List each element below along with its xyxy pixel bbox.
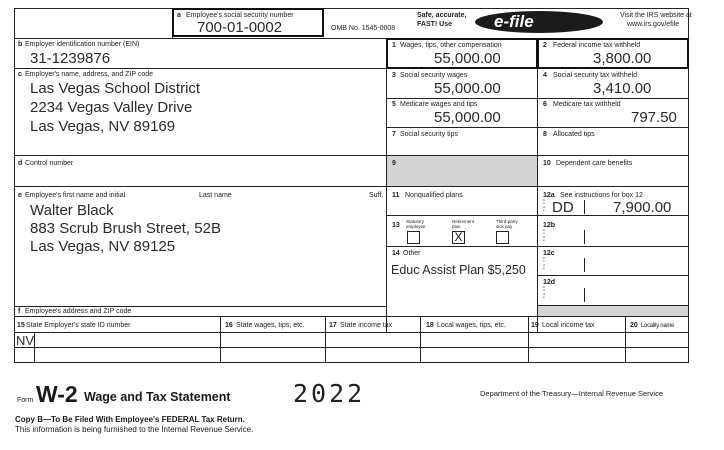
state-row-mid-line: [14, 347, 689, 348]
box-7-num: 7: [392, 131, 396, 138]
right-col-divider: [537, 38, 538, 332]
box-e-letter: e: [18, 192, 22, 199]
box-15-label: State Employer's state ID number: [26, 322, 131, 329]
box-10-num: 10: [543, 160, 551, 167]
ein-value: 31-1239876: [30, 50, 111, 67]
box-2-label: Federal income tax withheld: [553, 42, 641, 49]
code-vertical-12b: C o d e: [543, 228, 546, 243]
box-5-label: Medicare wages and tips: [400, 101, 478, 108]
statutory-label: Statutory employee: [406, 219, 426, 229]
form-word: Form: [17, 397, 34, 404]
box-14-label: Other: [403, 250, 421, 257]
row13-bottom: [386, 246, 537, 247]
box-12a-label: See instructions for box 12: [560, 192, 643, 199]
box-12c-num: 12c: [543, 250, 555, 257]
box-e-suff-label: Suff.: [369, 192, 384, 199]
box-12c-separator: [584, 258, 585, 272]
box-12b-separator: [584, 230, 585, 244]
box-12b-num: 12b: [543, 222, 556, 229]
box-9-shaded: [387, 156, 537, 186]
box-18-num: 18: [426, 322, 434, 329]
box-12d-separator: [584, 288, 585, 302]
box-3-label: Social security wages: [400, 72, 468, 79]
box-5-num: 5: [392, 101, 396, 108]
state-id-divider: [34, 332, 35, 363]
medicare-wages-value: 55,000.00: [434, 109, 501, 126]
medicare-tax-value: 797.50: [631, 109, 677, 126]
ssn-value: 700-01-0002: [197, 19, 283, 36]
box-11-label: Nonqualified plans: [405, 192, 463, 199]
employer-street: 2234 Vegas Valley Drive: [30, 99, 193, 116]
box-11-num: 11: [392, 192, 400, 199]
retirement-checkbox[interactable]: X: [452, 231, 465, 244]
box-12a-amount: 7,900.00: [613, 199, 672, 216]
box-c-label: Employer's name, address, and ZIP code: [25, 71, 154, 78]
box-1-num: 1: [392, 42, 396, 49]
box-e-label: Employee's first name and initial: [25, 192, 126, 199]
box-17-label: State income tax: [340, 322, 393, 329]
wages-value: 55,000.00: [434, 50, 501, 67]
federal-tax-value: 3,800.00: [593, 50, 652, 67]
box-19-label: Local income tax: [542, 322, 595, 329]
safe-line-1: Safe, accurate,: [417, 12, 467, 19]
box-3-num: 3: [392, 72, 396, 79]
form-bottom-line: [14, 362, 689, 363]
box-7-label: Social security tips: [400, 131, 458, 138]
code-vertical-12a: C o d e: [543, 198, 546, 213]
state-div-18: [420, 316, 421, 363]
box-6-num: 6: [543, 101, 547, 108]
box-e-last-label: Last name: [199, 192, 232, 199]
box-14-num: 14: [392, 250, 400, 257]
row5-bottom: [386, 127, 689, 128]
thirdparty-label: Third-party sick pay: [496, 219, 518, 229]
box-12-shaded-bottom: [538, 306, 688, 316]
box-2-num: 2: [543, 42, 547, 49]
form-code: W-2: [36, 381, 78, 407]
box-d-label: Control number: [25, 160, 74, 167]
omb-number: OMB No. 1545-0008: [331, 25, 396, 32]
box-15-num: 15: [17, 322, 25, 329]
box-d-letter: d: [18, 160, 23, 167]
box-1-label: Wages, tips, other compensation: [400, 42, 502, 49]
state-div-16: [220, 316, 221, 363]
box-17-num: 17: [329, 322, 337, 329]
box-6-label: Medicare tax withheld: [553, 101, 621, 108]
thirdparty-checkbox[interactable]: [496, 231, 509, 244]
efile-logo-graphic: [472, 10, 606, 34]
box-f-bottom-line: [14, 316, 689, 317]
box-8-label: Allocated tips: [553, 131, 595, 138]
f-label-line: [14, 306, 386, 307]
box-20-label: Locality name: [641, 323, 675, 329]
statutory-checkbox[interactable]: [407, 231, 420, 244]
form-title: Wage and Tax Statement: [84, 390, 231, 404]
box-f-letter: f: [18, 308, 21, 315]
box-18-label: Local wages, tips, etc.: [437, 322, 506, 329]
box-14-value: Educ Assist Plan $5,250: [391, 263, 526, 277]
retirement-label: Retirement plan: [452, 219, 475, 229]
efile-logo: [472, 10, 606, 34]
box-c-letter: c: [18, 71, 22, 78]
irs-line-2: www.irs.gov/efile: [627, 21, 680, 28]
box-13-num: 13: [392, 222, 400, 229]
box-16-label: State wages, tips, etc.: [236, 322, 305, 329]
ss-tax-value: 3,410.00: [593, 80, 652, 97]
state-code: NV: [16, 333, 35, 348]
box-f-label: Employee's address and ZIP code: [25, 308, 132, 315]
box-9-num: 9: [392, 160, 396, 167]
box-20-num: 20: [630, 322, 638, 329]
box-4-num: 4: [543, 72, 547, 79]
efile-logo-text: e-file: [494, 12, 534, 31]
employer-name: Las Vegas School District: [30, 80, 201, 97]
ssn-label: Employee's social security number: [186, 12, 294, 19]
copy-line: Copy B—To Be Filed With Employee's FEDERAL Tax Return.: [15, 415, 245, 424]
employer-city: Las Vegas, NV 89169: [30, 118, 176, 135]
box-d-bottom-line: [14, 186, 689, 187]
box-19-num: 19: [531, 322, 539, 329]
row3-bottom: [386, 98, 689, 99]
state-div-20: [625, 316, 626, 363]
box-16-num: 16: [225, 322, 233, 329]
row12c-bottom: [537, 275, 689, 276]
employee-street: 883 Scrub Brush Street, 52B: [30, 220, 221, 237]
safe-line-2: FAST! Use: [417, 21, 453, 28]
form-top-border: [14, 8, 688, 9]
state-div-17: [325, 316, 326, 363]
code-vertical-12d: C o d e: [543, 285, 546, 300]
state-div-19: [528, 316, 529, 363]
state-row-top-line: [14, 332, 689, 333]
irs-line-1: Visit the IRS website at: [620, 12, 692, 19]
row12b-bottom: [537, 246, 689, 247]
department-line: Department of the Treasury—Internal Revenue Service: [480, 389, 664, 398]
info-line: This information is being furnished to the Internal Revenue Service.: [15, 425, 254, 434]
box-b-label: Employer identification number (EIN): [25, 41, 140, 48]
box-10-label: Dependent care benefits: [556, 160, 633, 167]
box-c-bottom-line: [14, 155, 689, 156]
box-12a-num: 12a: [543, 192, 555, 199]
box-4-label: Social security tax withheld: [553, 72, 638, 79]
box-12a-separator: [584, 200, 585, 214]
tax-year: 2022: [293, 379, 366, 408]
employee-name: Walter Black: [30, 202, 114, 219]
ss-wages-value: 55,000.00: [434, 80, 501, 97]
box-b-letter: b: [18, 41, 23, 48]
box-b-bottom-line: [14, 68, 386, 69]
box-12d-num: 12d: [543, 279, 556, 286]
employee-city: Las Vegas, NV 89125: [30, 238, 176, 255]
code-vertical-12c: C o d e: [543, 256, 546, 271]
box-a-letter: a: [177, 12, 181, 19]
box-12a-code: DD: [552, 199, 574, 216]
box-8-num: 8: [543, 131, 547, 138]
